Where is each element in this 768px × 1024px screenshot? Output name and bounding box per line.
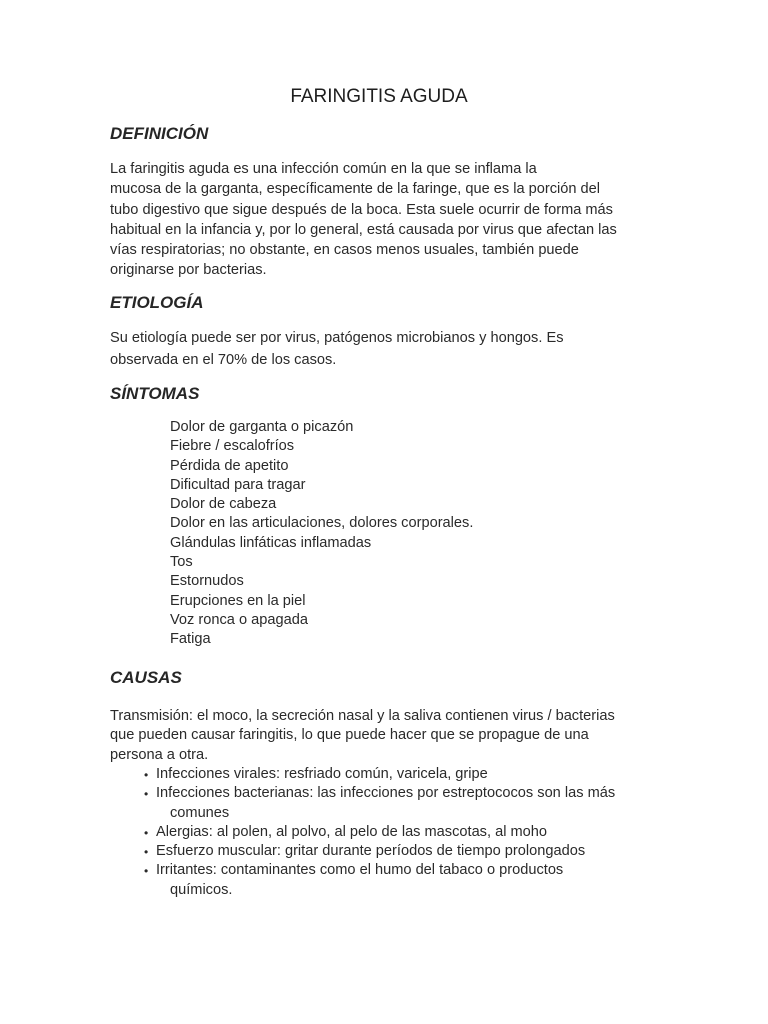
bullet-list-item <box>144 765 664 784</box>
bullet-icon: • <box>144 787 149 802</box>
bullet-icon: • <box>144 825 149 840</box>
list-item-text: Infecciones bacterianas: las infecciones por estreptococos son las más <box>156 785 616 802</box>
list-item: Dolor de cabeza <box>170 496 277 513</box>
list-item-continuation: comunes <box>170 804 230 821</box>
etiologia-paragraph <box>110 327 655 371</box>
causas-intro-paragraph <box>110 707 655 765</box>
symptom-list <box>170 418 473 650</box>
list-item: Dolor de garganta o picazón <box>170 419 354 435</box>
paragraph-line: Transmisión: el moco, la secreción nasal y la saliva contienen virus / bacterias <box>110 708 615 724</box>
bullet-icon: • <box>144 864 149 879</box>
bullet-list-item <box>144 861 664 900</box>
bullet-list-item <box>144 842 664 861</box>
paragraph-line: Su etiología puede ser por virus, patógenos microbianos y hongos. Es <box>110 330 564 346</box>
bullet-icon: • <box>144 768 149 782</box>
paragraph-line: observada en el 70% de los casos. <box>110 352 337 368</box>
bullet-list-item <box>144 784 664 823</box>
section-heading-causas: CAUSAS <box>110 668 182 687</box>
paragraph-line: vías respiratorias; no obstante, en casos menos usuales, también puede <box>110 242 579 259</box>
cause-list <box>144 765 664 900</box>
list-item-text: Alergias: al polen, al polvo, al pelo de las mascotas, al moho <box>156 823 548 840</box>
bullet-icon: • <box>144 845 149 860</box>
document-title: FARINGITIS AGUDA <box>290 86 468 107</box>
list-item: Dolor en las articulaciones, dolores corporales. <box>170 515 474 532</box>
paragraph-line: persona a otra. <box>110 746 209 763</box>
paragraph-line: La faringitis aguda es una infección común en la que se inflama la <box>110 161 537 177</box>
list-item-text: Irritantes: contaminantes como el humo del tabaco o productos <box>156 862 564 879</box>
section-heading-definicion: DEFINICIÓN <box>110 124 209 143</box>
paragraph-line: que pueden causar faringitis, lo que puede hacer que se propague de una <box>110 727 589 744</box>
list-item-continuation: químicos. <box>170 881 233 898</box>
list-item: Tos <box>170 554 193 571</box>
section-heading-sintomas: SÍNTOMAS <box>110 384 200 403</box>
paragraph-line: habitual en la infancia y, por lo general, está causada por virus que afectan las <box>110 221 617 238</box>
list-item: Fiebre / escalofríos <box>170 438 295 455</box>
list-item: Estornudos <box>170 573 244 590</box>
list-item: Glándulas linfáticas inflamadas <box>170 534 372 551</box>
paragraph-line: mucosa de la garganta, específicamente de la faringe, que es la porción del <box>110 181 601 198</box>
paragraph-line: originarse por bacterias. <box>110 262 267 279</box>
list-item-text: Esfuerzo muscular: gritar durante períodos de tiempo prolongados <box>156 843 586 860</box>
list-item: Voz ronca o apagada <box>170 611 308 628</box>
list-item: Fatiga <box>170 631 211 648</box>
bullet-list-item <box>144 823 664 842</box>
definicion-paragraph <box>110 159 655 281</box>
list-item-text: Infecciones virales: resfriado común, varicela, gripe <box>156 766 488 782</box>
list-item: Erupciones en la piel <box>170 592 306 609</box>
list-item: Pérdida de apetito <box>170 457 289 474</box>
section-heading-etiologia: ETIOLOGÍA <box>110 293 204 312</box>
list-item: Dificultad para tragar <box>170 476 306 493</box>
paragraph-line: tubo digestivo que sigue después de la boca. Esta suele ocurrir de forma más <box>110 201 613 218</box>
